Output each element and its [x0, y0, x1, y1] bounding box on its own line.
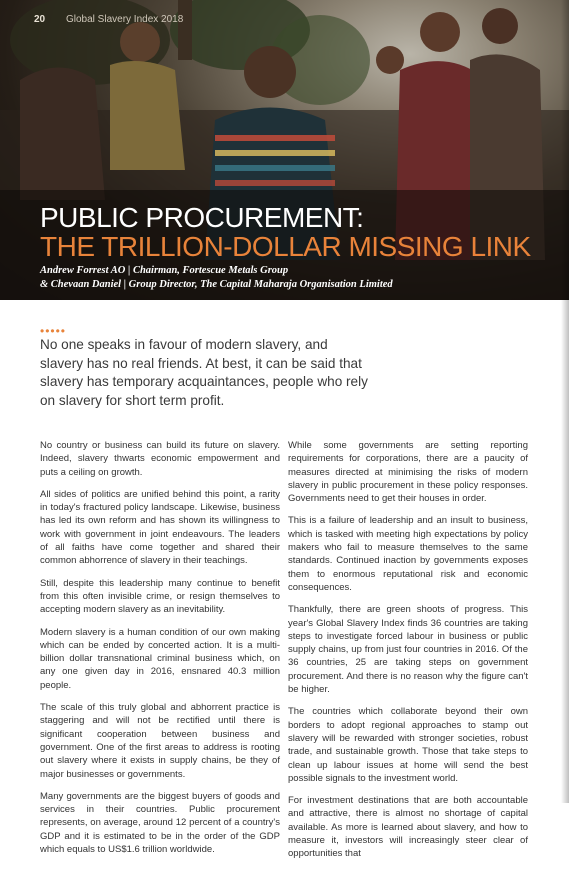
body-paragraph: Many governments are the biggest buyers of goods and services in their countries. Public procurement represents, on average, around 12 percent of a country's GDP and it is estimated to be in the order of the GDP which equals to US$1.6 trillion worldwide. [40, 790, 280, 856]
author-line-2: & Chevaan Daniel | Group Director, The Capital Maharaja Organisation Limited [40, 279, 393, 290]
body-paragraph: Still, despite this leadership many continue to benefit from this often invisible crime, or resign themselves to accepting modern slavery as an inevitability. [40, 577, 280, 616]
page-edge-shadow [561, 0, 569, 803]
body-paragraph: The countries which collaborate beyond their own borders to adopt regional approaches to stamp out slavery will be rewarded with stronger societies, robust trade, and sustainable growth. Those that take steps to clean up labour issues at home will send the best possible signals to the investment world. [288, 706, 528, 784]
body-paragraph: Modern slavery is a human condition of our own making which can be ended by concerted action. It is a multi-billion dollar transnational criminal business which, on any one given day in 2016, ensnared 40.3 million people. [40, 626, 280, 691]
body-paragraph: The scale of this truly global and abhorrent practice is staggering and will not be rectified until there is significant cooperation between business and government. One of the first areas to address is rooting out slavery where it exists in supply chains, be they of major businesses or governments. [40, 702, 280, 780]
title-line-1: PUBLIC PROCUREMENT: [40, 202, 364, 233]
page-title [40, 204, 560, 262]
body-paragraph: While some governments are setting reporting requirements for corporations, there are a paucity of measures directed at minimising the risks of modern slavery in public procurement in these policy responses. Governments need to get their houses in order. [288, 440, 528, 505]
body-paragraph: Thankfully, there are green shoots of progress. This year's Global Slavery Index finds 36 countries are taking steps to investigate forced labour in business or public supply chains, up from just four countries in 2016. Of the 36 countries, 25 are taking steps on government procurement. And there is no reason why the figure can't be higher. [288, 604, 528, 696]
body-paragraph: This is a failure of leadership and an insult to business, which is tasked with meeting high expectations by policy makers who fail to measure themselves to the same standards. Continued inaction by governments exposes them to enormous reputational risk and economic consequences. [288, 515, 528, 593]
title-line-2: THE TRILLION-DOLLAR MISSING LINK [40, 231, 531, 262]
author-line-1: Andrew Forrest AO | Chairman, Fortescue Metals Group [40, 265, 289, 276]
left-column [40, 439, 280, 865]
hero-photo [0, 0, 569, 300]
body-paragraph: All sides of politics are unified behind this point, a rarity in today's fractured policy landscape. Likewise, business has led its own reform and has shown its willingness to work with government in joint endeavours. The leaders of all faiths have come together and shared their common abhorrence of slavery in their teachings. [40, 488, 280, 567]
author-credits [40, 264, 393, 292]
page-number: 20 [34, 14, 46, 25]
right-column [288, 439, 528, 870]
accent-dots: ••••• [40, 324, 67, 338]
intro-paragraph: No one speaks in favour of modern slavery, and slavery has no real friends. At best, it can be said that slavery has temporary acquaintances, people who rely on slavery for short term profit. [40, 337, 368, 408]
running-title: Global Slavery Index 2018 [66, 14, 184, 25]
body-paragraph: For investment destinations that are both accountable and attractive, there is almost no shortage of capital available. As more is learned about slavery, and how to measure it, investors will increasingly steer clear of opportunities that [288, 795, 528, 860]
body-paragraph: No country or business can build its future on slavery. Indeed, slavery thwarts economic empowerment and puts a ceiling on growth. [40, 440, 280, 478]
